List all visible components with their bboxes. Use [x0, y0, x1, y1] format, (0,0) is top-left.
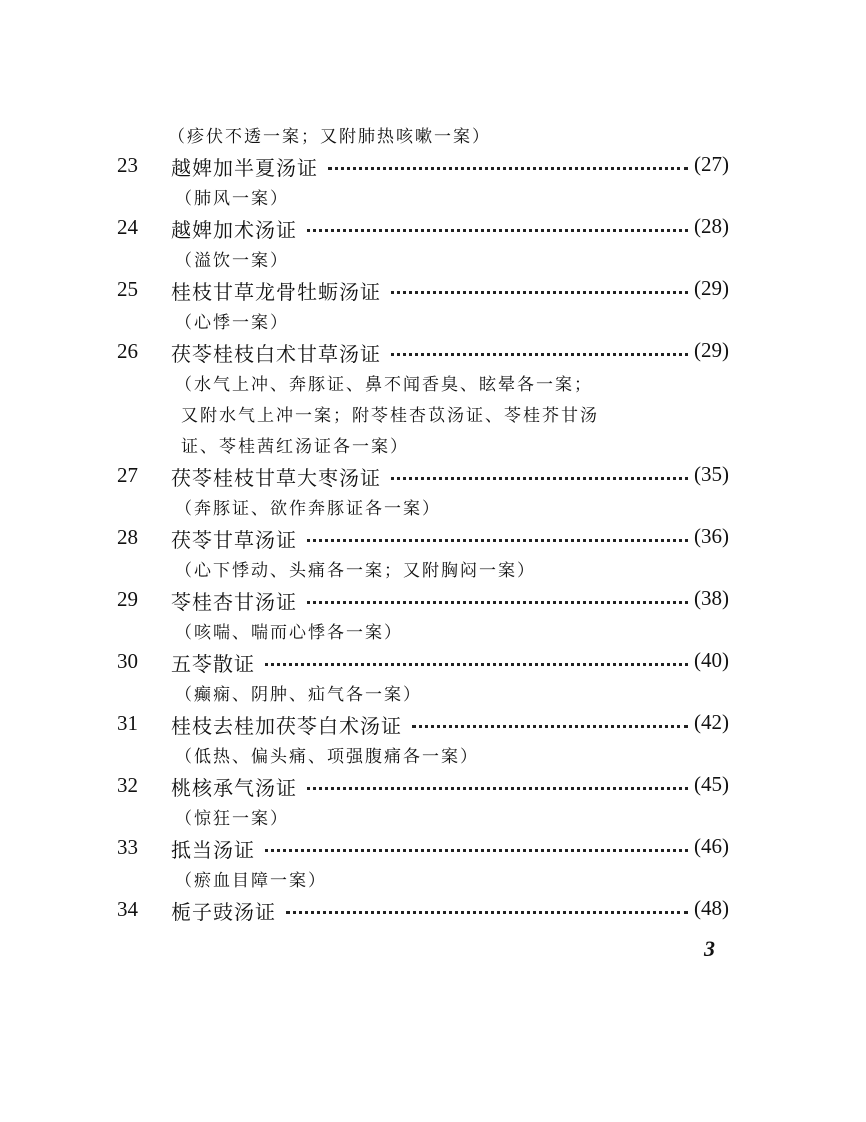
- toc-note-line: [0, 800, 866, 831]
- entry-number: 31: [117, 711, 138, 735]
- toc-note: （瘀血目障一案）: [175, 871, 327, 891]
- entry-page-ref: (48): [694, 896, 729, 920]
- dot-leader: [328, 155, 688, 170]
- toc-note: 又附水气上冲一案；附苓桂杏苡汤证、苓桂芥甘汤: [181, 406, 599, 426]
- entry-number: 27: [117, 463, 138, 487]
- toc-note: （疹伏不透一案；又附肺热咳嗽一案）: [168, 127, 491, 147]
- dot-leader: [412, 713, 688, 728]
- toc-note-line: [0, 490, 866, 521]
- toc-note-line: [0, 118, 866, 149]
- toc-entry[interactable]: [0, 273, 866, 304]
- entry-title: 越婢加术汤证: [171, 214, 303, 243]
- toc-note: 证、苓桂茜红汤证各一案）: [181, 437, 409, 457]
- dot-leader: [307, 527, 688, 542]
- toc-entry[interactable]: [0, 893, 866, 924]
- entry-number: 34: [117, 897, 138, 921]
- entry-title: 抵当汤证: [171, 834, 261, 863]
- entry-title: 苓桂杏甘汤证: [171, 586, 303, 615]
- entry-page-ref: (38): [694, 586, 729, 610]
- entry-page-ref: (35): [694, 462, 729, 486]
- toc-note-line: [0, 180, 866, 211]
- entry-page-ref: (40): [694, 648, 729, 672]
- entry-number: 24: [117, 215, 138, 239]
- entry-number: 26: [117, 339, 138, 363]
- toc-entry[interactable]: [0, 335, 866, 366]
- dot-leader: [307, 589, 688, 604]
- toc-note-line: [0, 428, 866, 459]
- toc-note-line: [0, 397, 866, 428]
- entry-title: 越婢加半夏汤证: [171, 152, 324, 181]
- entry-title: 五苓散证: [171, 648, 261, 677]
- entry-title: 桂枝甘草龙骨牡蛎汤证: [171, 276, 387, 305]
- entry-page-ref: (36): [694, 524, 729, 548]
- dot-leader: [286, 899, 688, 914]
- toc-note: （咳喘、喘而心悸各一案）: [175, 623, 403, 643]
- toc-note: （心下悸动、头痛各一案；又附胸闷一案）: [175, 561, 536, 581]
- entry-page-ref: (46): [694, 834, 729, 858]
- toc-entry[interactable]: [0, 769, 866, 800]
- toc-note: （奔豚证、欲作奔豚证各一案）: [175, 499, 441, 519]
- table-of-contents: [0, 118, 866, 924]
- dot-leader: [307, 217, 688, 232]
- dot-leader: [265, 651, 688, 666]
- toc-note-line: [0, 304, 866, 335]
- toc-entry[interactable]: [0, 149, 866, 180]
- toc-entry[interactable]: [0, 707, 866, 738]
- page-number: 3: [704, 936, 715, 961]
- entry-title: 桂枝去桂加茯苓白术汤证: [171, 710, 408, 739]
- entry-page-ref: (29): [694, 276, 729, 300]
- entry-number: 32: [117, 773, 138, 797]
- entry-number: 29: [117, 587, 138, 611]
- toc-entry[interactable]: [0, 521, 866, 552]
- toc-note-line: [0, 862, 866, 893]
- dot-leader: [265, 837, 688, 852]
- toc-note-line: [0, 676, 866, 707]
- entry-page-ref: (28): [694, 214, 729, 238]
- dot-leader: [391, 341, 688, 356]
- dot-leader: [391, 465, 688, 480]
- entry-title: 栀子豉汤证: [171, 896, 282, 925]
- entry-title: 桃核承气汤证: [171, 772, 303, 801]
- entry-number: 23: [117, 153, 138, 177]
- toc-note-line: [0, 552, 866, 583]
- entry-page-ref: (27): [694, 152, 729, 176]
- entry-page-ref: (29): [694, 338, 729, 362]
- toc-note: （心悸一案）: [175, 313, 289, 333]
- toc-note: （溢饮一案）: [175, 251, 289, 271]
- entry-number: 28: [117, 525, 138, 549]
- dot-leader: [391, 279, 688, 294]
- entry-page-ref: (45): [694, 772, 729, 796]
- toc-note: （肺风一案）: [175, 189, 289, 209]
- dot-leader: [307, 775, 688, 790]
- toc-note-line: [0, 366, 866, 397]
- toc-note-line: [0, 614, 866, 645]
- toc-note: （惊狂一案）: [175, 809, 289, 829]
- entry-page-ref: (42): [694, 710, 729, 734]
- entry-number: 25: [117, 277, 138, 301]
- toc-note: （水气上冲、奔豚证、鼻不闻香臭、眩晕各一案；: [175, 375, 593, 395]
- toc-entry[interactable]: [0, 583, 866, 614]
- toc-note-line: [0, 242, 866, 273]
- entry-number: 33: [117, 835, 138, 859]
- toc-note: （癫痫、阴肿、疝气各一案）: [175, 685, 422, 705]
- entry-title: 茯苓桂枝白术甘草汤证: [171, 338, 387, 367]
- toc-entry[interactable]: [0, 211, 866, 242]
- toc-note: （低热、偏头痛、项强腹痛各一案）: [175, 747, 479, 767]
- entry-title: 茯苓甘草汤证: [171, 524, 303, 553]
- toc-entry[interactable]: [0, 831, 866, 862]
- toc-entry[interactable]: [0, 645, 866, 676]
- entry-number: 30: [117, 649, 138, 673]
- toc-note-line: [0, 738, 866, 769]
- entry-title: 茯苓桂枝甘草大枣汤证: [171, 462, 387, 491]
- toc-entry[interactable]: [0, 459, 866, 490]
